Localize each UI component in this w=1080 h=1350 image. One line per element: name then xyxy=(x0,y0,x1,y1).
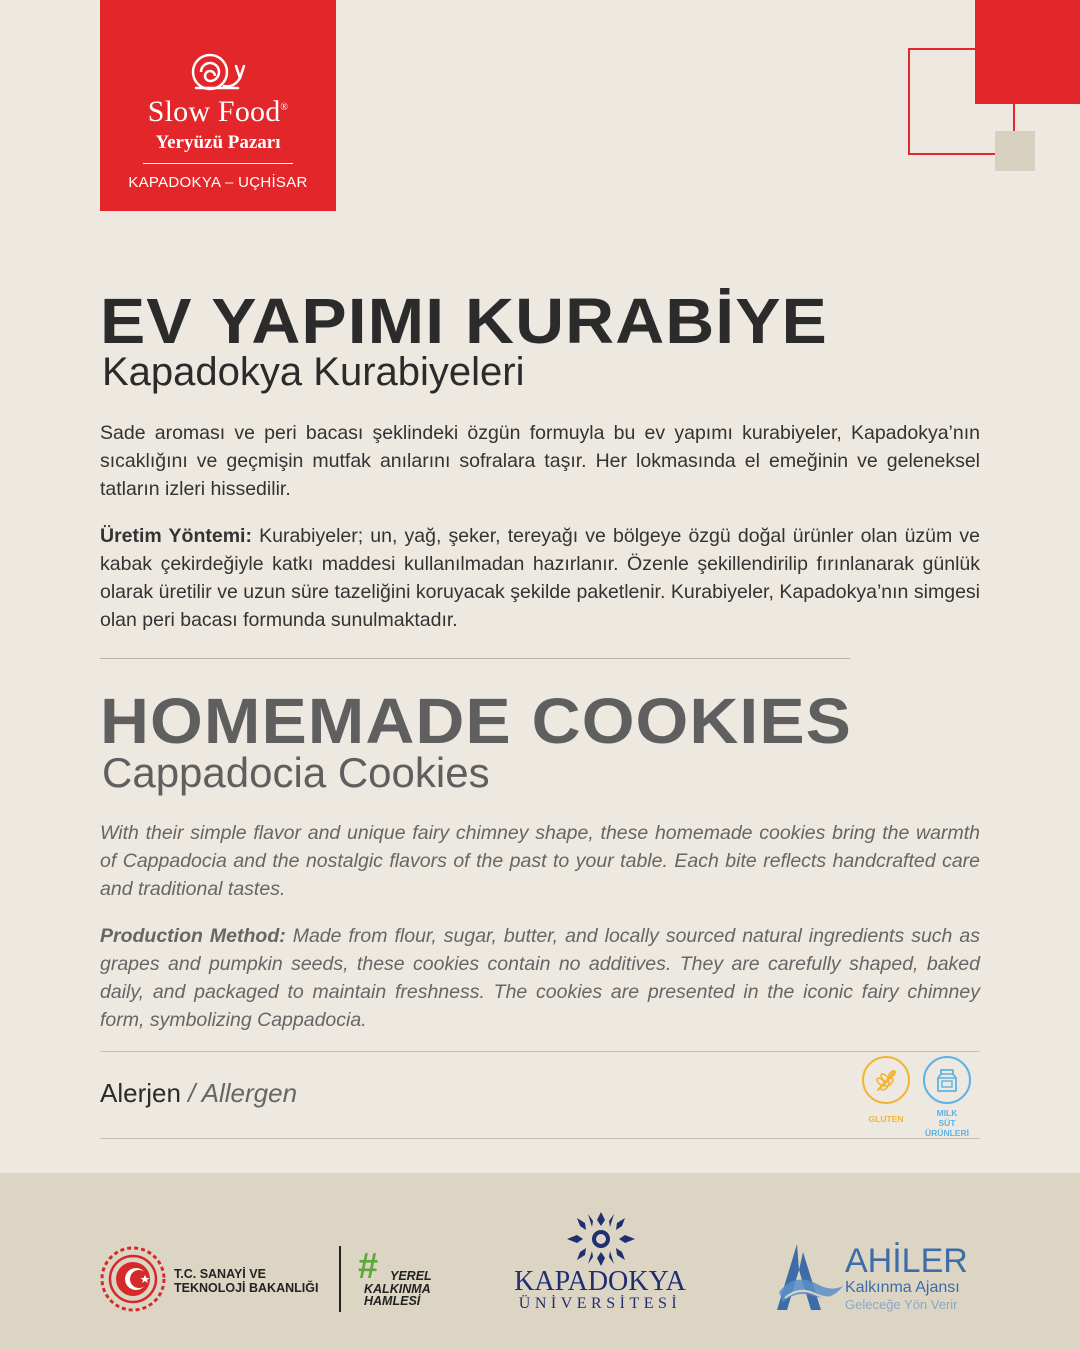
logo-location: KAPADOKYA – UÇHİSAR xyxy=(128,174,308,191)
slow-food-logo xyxy=(100,0,336,211)
logo-brand: Slow Food® xyxy=(147,95,289,128)
method-label-tr: Üretim Yöntemi: xyxy=(100,525,252,547)
allergen-label: Alerjen / Allergen xyxy=(100,1078,298,1108)
ministry-emblem-icon xyxy=(100,1246,166,1312)
allergen-milk xyxy=(917,1056,977,1138)
method-text-tr: Kurabiyeler; un, yağ, şeker, tereyağı ve bölgeye özgü doğal ürünler olan üzüm ve kabak çekirdeğiyle katkı maddesi kullanılmadan hazırlanır. Özenle şekillendirilip fırınlanarak günlük olarak üretilir ve uzun süre tazeliğini koruyacak şekilde paketlenir. Kurabiyeler, Kapadokya’nın simgesi olan peri bacası formunda sunulmaktadır. xyxy=(100,525,980,631)
footer-separator xyxy=(339,1246,341,1312)
university-name: KAPADOKYA xyxy=(514,1266,686,1297)
method-text-en: Made from flour, sugar, butter, and locally sourced natural ingredients such as grapes and pumpkin seeds, these cookies contain no additives. They are carefully shaped, baked daily, and packaged to maintain freshness. The cookies are presented in the iconic fairy chimney form, symbolizing Cappadocia. xyxy=(100,925,980,1031)
campaign-logo-text: YEREL KALKINMA HAMLESİ xyxy=(364,1269,432,1308)
allergen-caption: GLUTEN xyxy=(868,1114,904,1124)
decor-beige-square xyxy=(995,131,1035,171)
logo-market-name: Yeryüzü Pazarı xyxy=(155,132,281,153)
snail-icon xyxy=(188,52,248,92)
method-label-en: Production Method: xyxy=(100,925,286,947)
product-subtitle-tr: Kapadokya Kurabiyeleri xyxy=(102,350,525,394)
university-emblem-icon xyxy=(565,1210,637,1268)
production-method-tr xyxy=(100,522,980,634)
allergen-top-divider xyxy=(100,1051,980,1052)
ministry-name: T.C. SANAYİ VE TEKNOLOJİ BAKANLIĞI xyxy=(174,1267,319,1295)
allergen-bottom-divider xyxy=(100,1138,980,1139)
allergen-caption: MILK SÜT ÜRÜNLERİ xyxy=(925,1108,969,1138)
production-method-en xyxy=(100,922,980,1034)
description-en: With their simple flavor and unique fairy chimney shape, these homemade cookies bring the warmth of Cappadocia and the nostalgic flavors of the past to your table. Each bite reflects handcrafted care and traditional tastes. xyxy=(100,822,980,900)
ahiler-emblem-icon xyxy=(773,1240,845,1314)
agency-subtitle: Kalkınma Ajansı xyxy=(845,1279,960,1296)
agency-name: AHİLER xyxy=(845,1242,968,1280)
agency-slogan: Geleceğe Yön Verir xyxy=(845,1297,958,1312)
allergen-gluten xyxy=(856,1056,916,1124)
product-title-en: HOMEMADE COOKIES xyxy=(100,685,852,757)
university-subtitle: ÜNİVERSİTESİ xyxy=(518,1295,682,1312)
section-divider xyxy=(100,658,850,659)
milk-carton-icon xyxy=(923,1056,971,1104)
description-tr: Sade aroması ve peri bacası şeklindeki özgün formuyla bu ev yapımı kurabiyeler, Kapadokya’nın sıcaklığını ve geçmişin mutfak anılarını sofralara taşır. Her lokmasında el emeğinin ve geleneksel tatların izleri hissedilir. xyxy=(100,422,980,500)
product-title-tr: EV YAPIMI KURABİYE xyxy=(100,285,828,357)
logo-divider xyxy=(143,163,293,164)
product-subtitle-en: Cappadocia Cookies xyxy=(102,749,490,796)
hashtag-icon: # xyxy=(358,1245,379,1286)
wheat-icon xyxy=(862,1056,910,1104)
